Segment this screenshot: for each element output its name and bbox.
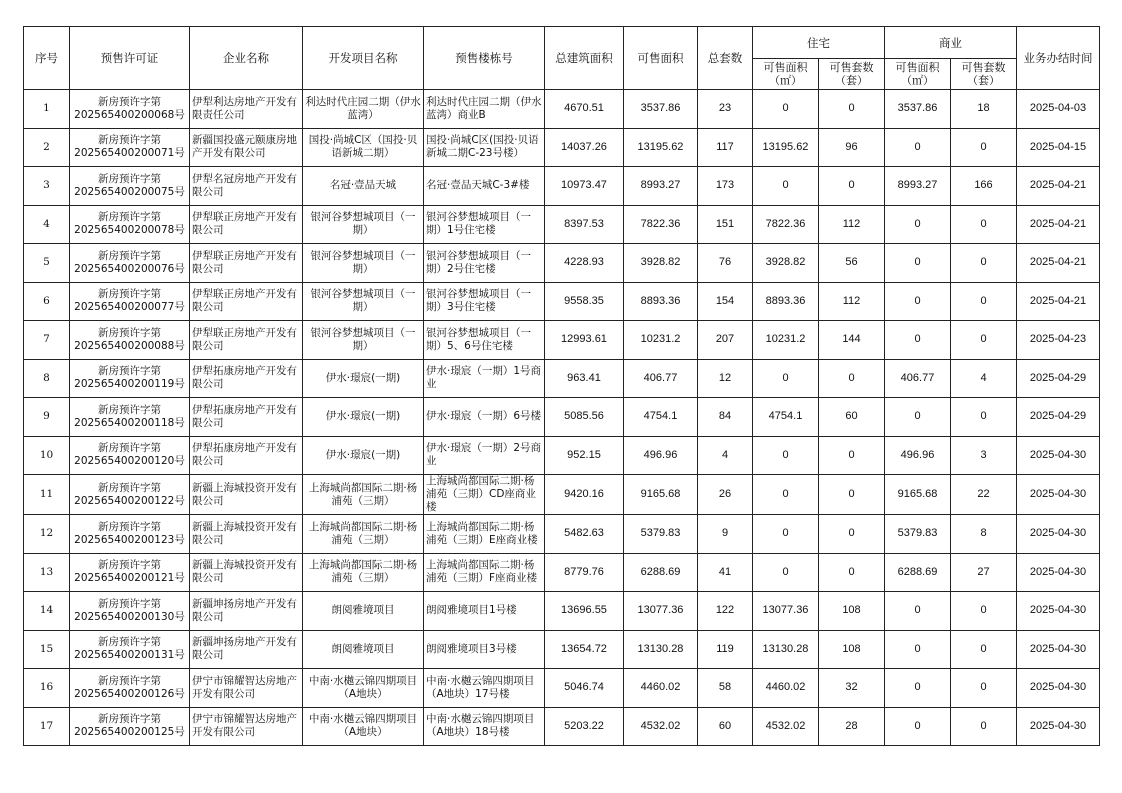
cell-com-sale-units: 3 [951, 436, 1017, 475]
cell-res-sale-area: 13195.62 [753, 128, 819, 167]
cell-res-sale-area: 13130.28 [753, 630, 819, 669]
cell-permit: 新房预许字第 202565400200077号 [70, 282, 190, 321]
cell-permit: 新房预许字第 202565400200126号 [70, 669, 190, 708]
cell-total-area: 963.41 [545, 359, 624, 398]
cell-res-sale-units: 0 [819, 436, 885, 475]
cell-permit: 新房预许字第 202565400200076号 [70, 244, 190, 283]
cell-com-sale-area: 8993.27 [885, 167, 951, 206]
cell-total-area: 5046.74 [545, 669, 624, 708]
cell-project: 朗阅雅境项目 [303, 592, 424, 631]
cell-company: 新疆上海城投资开发有限公司 [190, 515, 303, 554]
cell-seq: 8 [24, 359, 70, 398]
cell-res-sale-area: 7822.36 [753, 205, 819, 244]
cell-permit: 新房预许字第 202565400200131号 [70, 630, 190, 669]
cell-total-units: 117 [698, 128, 753, 167]
header-com-sale-units: 可售套数（套） [951, 59, 1017, 90]
cell-project: 利达时代庄园二期（伊水蓝湾） [303, 90, 424, 129]
cell-com-sale-units: 27 [951, 553, 1017, 592]
cell-total-units: 41 [698, 553, 753, 592]
cell-sale-area: 13077.36 [624, 592, 698, 631]
cell-sale-area: 4754.1 [624, 398, 698, 437]
header-permit: 预售许可证 [70, 27, 190, 90]
header-date: 业务办结时间 [1017, 27, 1100, 90]
cell-com-sale-area: 0 [885, 630, 951, 669]
cell-com-sale-area: 0 [885, 282, 951, 321]
cell-total-units: 60 [698, 707, 753, 746]
header-project: 开发项目名称 [303, 27, 424, 90]
cell-company: 伊宁市锦耀智达房地产开发有限公司 [190, 707, 303, 746]
cell-com-sale-units: 22 [951, 475, 1017, 515]
cell-total-area: 13696.55 [545, 592, 624, 631]
cell-total-area: 8779.76 [545, 553, 624, 592]
table-row [24, 90, 1100, 129]
cell-sale-area: 6288.69 [624, 553, 698, 592]
table-row [24, 475, 1100, 515]
header-sale-area: 可售面积 [624, 27, 698, 90]
cell-com-sale-area: 0 [885, 205, 951, 244]
cell-total-units: 9 [698, 515, 753, 554]
cell-sale-area: 10231.2 [624, 321, 698, 360]
cell-com-sale-area: 0 [885, 398, 951, 437]
cell-com-sale-units: 8 [951, 515, 1017, 554]
cell-seq: 5 [24, 244, 70, 283]
header-building: 预售楼栋号 [424, 27, 545, 90]
table-row [24, 630, 1100, 669]
cell-total-units: 84 [698, 398, 753, 437]
cell-com-sale-units: 0 [951, 398, 1017, 437]
table-row [24, 205, 1100, 244]
cell-total-area: 4670.51 [545, 90, 624, 129]
cell-date: 2025-04-23 [1017, 321, 1100, 360]
cell-building: 中南·水樾云锦四期项目（A地块）17号楼 [424, 669, 545, 708]
cell-res-sale-area: 0 [753, 515, 819, 554]
cell-com-sale-units: 0 [951, 630, 1017, 669]
cell-building: 上海城尚都国际二期·杨浦苑（三期）CD座商业楼 [424, 475, 545, 515]
cell-date: 2025-04-29 [1017, 359, 1100, 398]
cell-date: 2025-04-21 [1017, 167, 1100, 206]
cell-seq: 9 [24, 398, 70, 437]
cell-sale-area: 3928.82 [624, 244, 698, 283]
cell-company: 伊犁联正房地产开发有限公司 [190, 282, 303, 321]
cell-company: 伊犁拓康房地产开发有限公司 [190, 436, 303, 475]
cell-total-units: 23 [698, 90, 753, 129]
cell-total-area: 8397.53 [545, 205, 624, 244]
cell-total-area: 12993.61 [545, 321, 624, 360]
cell-building: 银河谷梦想城项目（一期）5、6号住宅楼 [424, 321, 545, 360]
cell-permit: 新房预许字第 202565400200071号 [70, 128, 190, 167]
cell-sale-area: 4532.02 [624, 707, 698, 746]
header-commercial: 商业 [885, 27, 1017, 59]
cell-res-sale-area: 0 [753, 359, 819, 398]
cell-com-sale-area: 9165.68 [885, 475, 951, 515]
cell-com-sale-units: 0 [951, 282, 1017, 321]
cell-total-units: 58 [698, 669, 753, 708]
cell-date: 2025-04-30 [1017, 515, 1100, 554]
cell-permit: 新房预许字第 202565400200075号 [70, 167, 190, 206]
cell-res-sale-units: 108 [819, 592, 885, 631]
table-row [24, 167, 1100, 206]
cell-total-area: 5203.22 [545, 707, 624, 746]
cell-company: 新疆上海城投资开发有限公司 [190, 553, 303, 592]
header-res-sale-area: 可售面积（㎡） [753, 59, 819, 90]
cell-total-area: 952.15 [545, 436, 624, 475]
cell-res-sale-area: 4754.1 [753, 398, 819, 437]
cell-sale-area: 406.77 [624, 359, 698, 398]
cell-date: 2025-04-15 [1017, 128, 1100, 167]
cell-total-units: 122 [698, 592, 753, 631]
cell-res-sale-area: 0 [753, 90, 819, 129]
cell-res-sale-units: 56 [819, 244, 885, 283]
cell-company: 新疆上海城投资开发有限公司 [190, 475, 303, 515]
cell-date: 2025-04-03 [1017, 90, 1100, 129]
cell-project: 名冠·壹品天城 [303, 167, 424, 206]
cell-building: 伊水·璟宸（一期）1号商业 [424, 359, 545, 398]
cell-res-sale-units: 96 [819, 128, 885, 167]
cell-total-units: 4 [698, 436, 753, 475]
cell-sale-area: 7822.36 [624, 205, 698, 244]
cell-company: 新疆国投盛元颐康房地产开发有限公司 [190, 128, 303, 167]
cell-com-sale-units: 0 [951, 244, 1017, 283]
cell-date: 2025-04-30 [1017, 669, 1100, 708]
cell-permit: 新房预许字第 202565400200078号 [70, 205, 190, 244]
cell-com-sale-area: 496.96 [885, 436, 951, 475]
table-row [24, 128, 1100, 167]
table-row [24, 669, 1100, 708]
table-row [24, 282, 1100, 321]
cell-building: 朗阅雅境项目1号楼 [424, 592, 545, 631]
cell-com-sale-units: 0 [951, 669, 1017, 708]
cell-project: 银河谷梦想城项目（一期） [303, 244, 424, 283]
cell-total-units: 12 [698, 359, 753, 398]
cell-permit: 新房预许字第 202565400200088号 [70, 321, 190, 360]
cell-res-sale-area: 4460.02 [753, 669, 819, 708]
cell-date: 2025-04-30 [1017, 592, 1100, 631]
cell-company: 伊犁联正房地产开发有限公司 [190, 244, 303, 283]
cell-res-sale-units: 0 [819, 167, 885, 206]
table-header [24, 27, 1100, 90]
cell-com-sale-area: 6288.69 [885, 553, 951, 592]
cell-seq: 7 [24, 321, 70, 360]
cell-building: 银河谷梦想城项目（一期）1号住宅楼 [424, 205, 545, 244]
cell-permit: 新房预许字第 202565400200119号 [70, 359, 190, 398]
cell-res-sale-area: 10231.2 [753, 321, 819, 360]
cell-com-sale-area: 0 [885, 592, 951, 631]
cell-total-units: 154 [698, 282, 753, 321]
cell-seq: 15 [24, 630, 70, 669]
cell-sale-area: 3537.86 [624, 90, 698, 129]
cell-com-sale-area: 0 [885, 669, 951, 708]
cell-seq: 14 [24, 592, 70, 631]
cell-res-sale-area: 0 [753, 436, 819, 475]
cell-res-sale-units: 28 [819, 707, 885, 746]
cell-res-sale-units: 108 [819, 630, 885, 669]
cell-res-sale-units: 32 [819, 669, 885, 708]
cell-total-area: 9420.16 [545, 475, 624, 515]
cell-seq: 17 [24, 707, 70, 746]
table-row [24, 592, 1100, 631]
cell-building: 上海城尚都国际二期·杨浦苑（三期）E座商业楼 [424, 515, 545, 554]
cell-permit: 新房预许字第 202565400200123号 [70, 515, 190, 554]
cell-seq: 12 [24, 515, 70, 554]
header-res-sale-units: 可售套数（套） [819, 59, 885, 90]
cell-permit: 新房预许字第 202565400200122号 [70, 475, 190, 515]
cell-total-area: 5085.56 [545, 398, 624, 437]
cell-building: 上海城尚都国际二期·杨浦苑（三期）F座商业楼 [424, 553, 545, 592]
cell-total-area: 10973.47 [545, 167, 624, 206]
cell-com-sale-area: 0 [885, 321, 951, 360]
cell-sale-area: 13130.28 [624, 630, 698, 669]
cell-permit: 新房预许字第 202565400200120号 [70, 436, 190, 475]
cell-res-sale-units: 0 [819, 553, 885, 592]
cell-total-units: 76 [698, 244, 753, 283]
cell-seq: 11 [24, 475, 70, 515]
cell-sale-area: 496.96 [624, 436, 698, 475]
cell-date: 2025-04-21 [1017, 244, 1100, 283]
cell-building: 伊水·璟宸（一期）2号商业 [424, 436, 545, 475]
cell-res-sale-units: 0 [819, 90, 885, 129]
cell-company: 新疆坤扬房地产开发有限公司 [190, 592, 303, 631]
header-com-sale-area: 可售面积（㎡） [885, 59, 951, 90]
cell-project: 上海城尚都国际二期·杨浦苑（三期） [303, 515, 424, 554]
cell-company: 伊犁拓康房地产开发有限公司 [190, 398, 303, 437]
cell-project: 国投·尚城C区（国投·贝语新城二期） [303, 128, 424, 167]
cell-res-sale-units: 0 [819, 515, 885, 554]
table-row [24, 436, 1100, 475]
cell-date: 2025-04-29 [1017, 398, 1100, 437]
cell-total-units: 119 [698, 630, 753, 669]
table-row [24, 515, 1100, 554]
cell-res-sale-area: 0 [753, 553, 819, 592]
cell-total-units: 173 [698, 167, 753, 206]
cell-sale-area: 13195.62 [624, 128, 698, 167]
cell-project: 上海城尚都国际二期·杨浦苑（三期） [303, 475, 424, 515]
table-row [24, 707, 1100, 746]
header-company: 企业名称 [190, 27, 303, 90]
cell-res-sale-area: 0 [753, 167, 819, 206]
cell-res-sale-units: 60 [819, 398, 885, 437]
cell-seq: 13 [24, 553, 70, 592]
cell-building: 利达时代庄园二期（伊水蓝湾）商业B [424, 90, 545, 129]
cell-project: 上海城尚都国际二期·杨浦苑（三期） [303, 553, 424, 592]
cell-seq: 6 [24, 282, 70, 321]
cell-building: 名冠·壹品天城C-3#楼 [424, 167, 545, 206]
cell-company: 伊犁名冠房地产开发有限公司 [190, 167, 303, 206]
cell-com-sale-units: 4 [951, 359, 1017, 398]
cell-project: 银河谷梦想城项目（一期） [303, 205, 424, 244]
cell-building: 银河谷梦想城项目（一期）3号住宅楼 [424, 282, 545, 321]
cell-res-sale-units: 0 [819, 475, 885, 515]
cell-res-sale-units: 112 [819, 205, 885, 244]
cell-com-sale-area: 3537.86 [885, 90, 951, 129]
table-row [24, 553, 1100, 592]
cell-com-sale-units: 166 [951, 167, 1017, 206]
cell-project: 中南·水樾云锦四期项目（A地块） [303, 669, 424, 708]
table-row [24, 321, 1100, 360]
cell-project: 银河谷梦想城项目（一期） [303, 321, 424, 360]
table-row [24, 244, 1100, 283]
cell-company: 伊宁市锦耀智达房地产开发有限公司 [190, 669, 303, 708]
header-total-units: 总套数 [698, 27, 753, 90]
table-row [24, 359, 1100, 398]
cell-com-sale-units: 0 [951, 205, 1017, 244]
cell-res-sale-units: 112 [819, 282, 885, 321]
cell-res-sale-area: 4532.02 [753, 707, 819, 746]
table-body [24, 90, 1100, 746]
cell-sale-area: 4460.02 [624, 669, 698, 708]
cell-company: 伊犁利达房地产开发有限责任公司 [190, 90, 303, 129]
cell-building: 银河谷梦想城项目（一期）2号住宅楼 [424, 244, 545, 283]
cell-company: 伊犁联正房地产开发有限公司 [190, 321, 303, 360]
presale-permit-document [23, 26, 1099, 746]
cell-total-area: 4228.93 [545, 244, 624, 283]
cell-com-sale-area: 0 [885, 128, 951, 167]
header-total-area: 总建筑面积 [545, 27, 624, 90]
cell-permit: 新房预许字第 202565400200118号 [70, 398, 190, 437]
cell-sale-area: 8893.36 [624, 282, 698, 321]
cell-seq: 10 [24, 436, 70, 475]
cell-building: 朗阅雅境项目3号楼 [424, 630, 545, 669]
cell-total-units: 151 [698, 205, 753, 244]
cell-com-sale-units: 0 [951, 707, 1017, 746]
cell-company: 新疆坤扬房地产开发有限公司 [190, 630, 303, 669]
cell-total-units: 207 [698, 321, 753, 360]
cell-seq: 2 [24, 128, 70, 167]
cell-date: 2025-04-30 [1017, 553, 1100, 592]
cell-sale-area: 8993.27 [624, 167, 698, 206]
cell-permit: 新房预许字第 202565400200130号 [70, 592, 190, 631]
cell-com-sale-units: 18 [951, 90, 1017, 129]
cell-permit: 新房预许字第 202565400200125号 [70, 707, 190, 746]
cell-project: 伊水·璟宸(一期) [303, 359, 424, 398]
cell-project: 伊水·璟宸(一期) [303, 398, 424, 437]
cell-seq: 4 [24, 205, 70, 244]
cell-date: 2025-04-30 [1017, 475, 1100, 515]
cell-com-sale-area: 406.77 [885, 359, 951, 398]
cell-project: 中南·水樾云锦四期项目（A地块） [303, 707, 424, 746]
header-residential: 住宅 [753, 27, 885, 59]
cell-com-sale-units: 0 [951, 128, 1017, 167]
presale-permit-table [23, 26, 1100, 746]
header-seq: 序号 [24, 27, 70, 90]
cell-res-sale-area: 8893.36 [753, 282, 819, 321]
cell-sale-area: 9165.68 [624, 475, 698, 515]
cell-com-sale-area: 0 [885, 244, 951, 283]
cell-permit: 新房预许字第 202565400200068号 [70, 90, 190, 129]
cell-res-sale-units: 0 [819, 359, 885, 398]
cell-seq: 3 [24, 167, 70, 206]
cell-com-sale-units: 0 [951, 321, 1017, 360]
cell-permit: 新房预许字第 202565400200121号 [70, 553, 190, 592]
cell-seq: 1 [24, 90, 70, 129]
cell-res-sale-area: 0 [753, 475, 819, 515]
cell-date: 2025-04-21 [1017, 282, 1100, 321]
cell-sale-area: 5379.83 [624, 515, 698, 554]
cell-project: 伊水·璟宸(一期) [303, 436, 424, 475]
cell-res-sale-units: 144 [819, 321, 885, 360]
cell-com-sale-units: 0 [951, 592, 1017, 631]
cell-date: 2025-04-30 [1017, 630, 1100, 669]
cell-com-sale-area: 0 [885, 707, 951, 746]
cell-total-area: 5482.63 [545, 515, 624, 554]
cell-building: 伊水·璟宸（一期）6号楼 [424, 398, 545, 437]
cell-com-sale-area: 5379.83 [885, 515, 951, 554]
cell-date: 2025-04-30 [1017, 436, 1100, 475]
cell-res-sale-area: 3928.82 [753, 244, 819, 283]
cell-seq: 16 [24, 669, 70, 708]
table-row [24, 398, 1100, 437]
cell-company: 伊犁联正房地产开发有限公司 [190, 205, 303, 244]
cell-total-area: 9558.35 [545, 282, 624, 321]
cell-total-area: 14037.26 [545, 128, 624, 167]
cell-building: 国投·尚城C区(国投·贝语新城二期C-23号楼） [424, 128, 545, 167]
cell-total-units: 26 [698, 475, 753, 515]
cell-building: 中南·水樾云锦四期项目（A地块）18号楼 [424, 707, 545, 746]
cell-res-sale-area: 13077.36 [753, 592, 819, 631]
cell-project: 银河谷梦想城项目（一期） [303, 282, 424, 321]
cell-total-area: 13654.72 [545, 630, 624, 669]
cell-project: 朗阅雅境项目 [303, 630, 424, 669]
cell-date: 2025-04-30 [1017, 707, 1100, 746]
cell-company: 伊犁拓康房地产开发有限公司 [190, 359, 303, 398]
cell-date: 2025-04-21 [1017, 205, 1100, 244]
